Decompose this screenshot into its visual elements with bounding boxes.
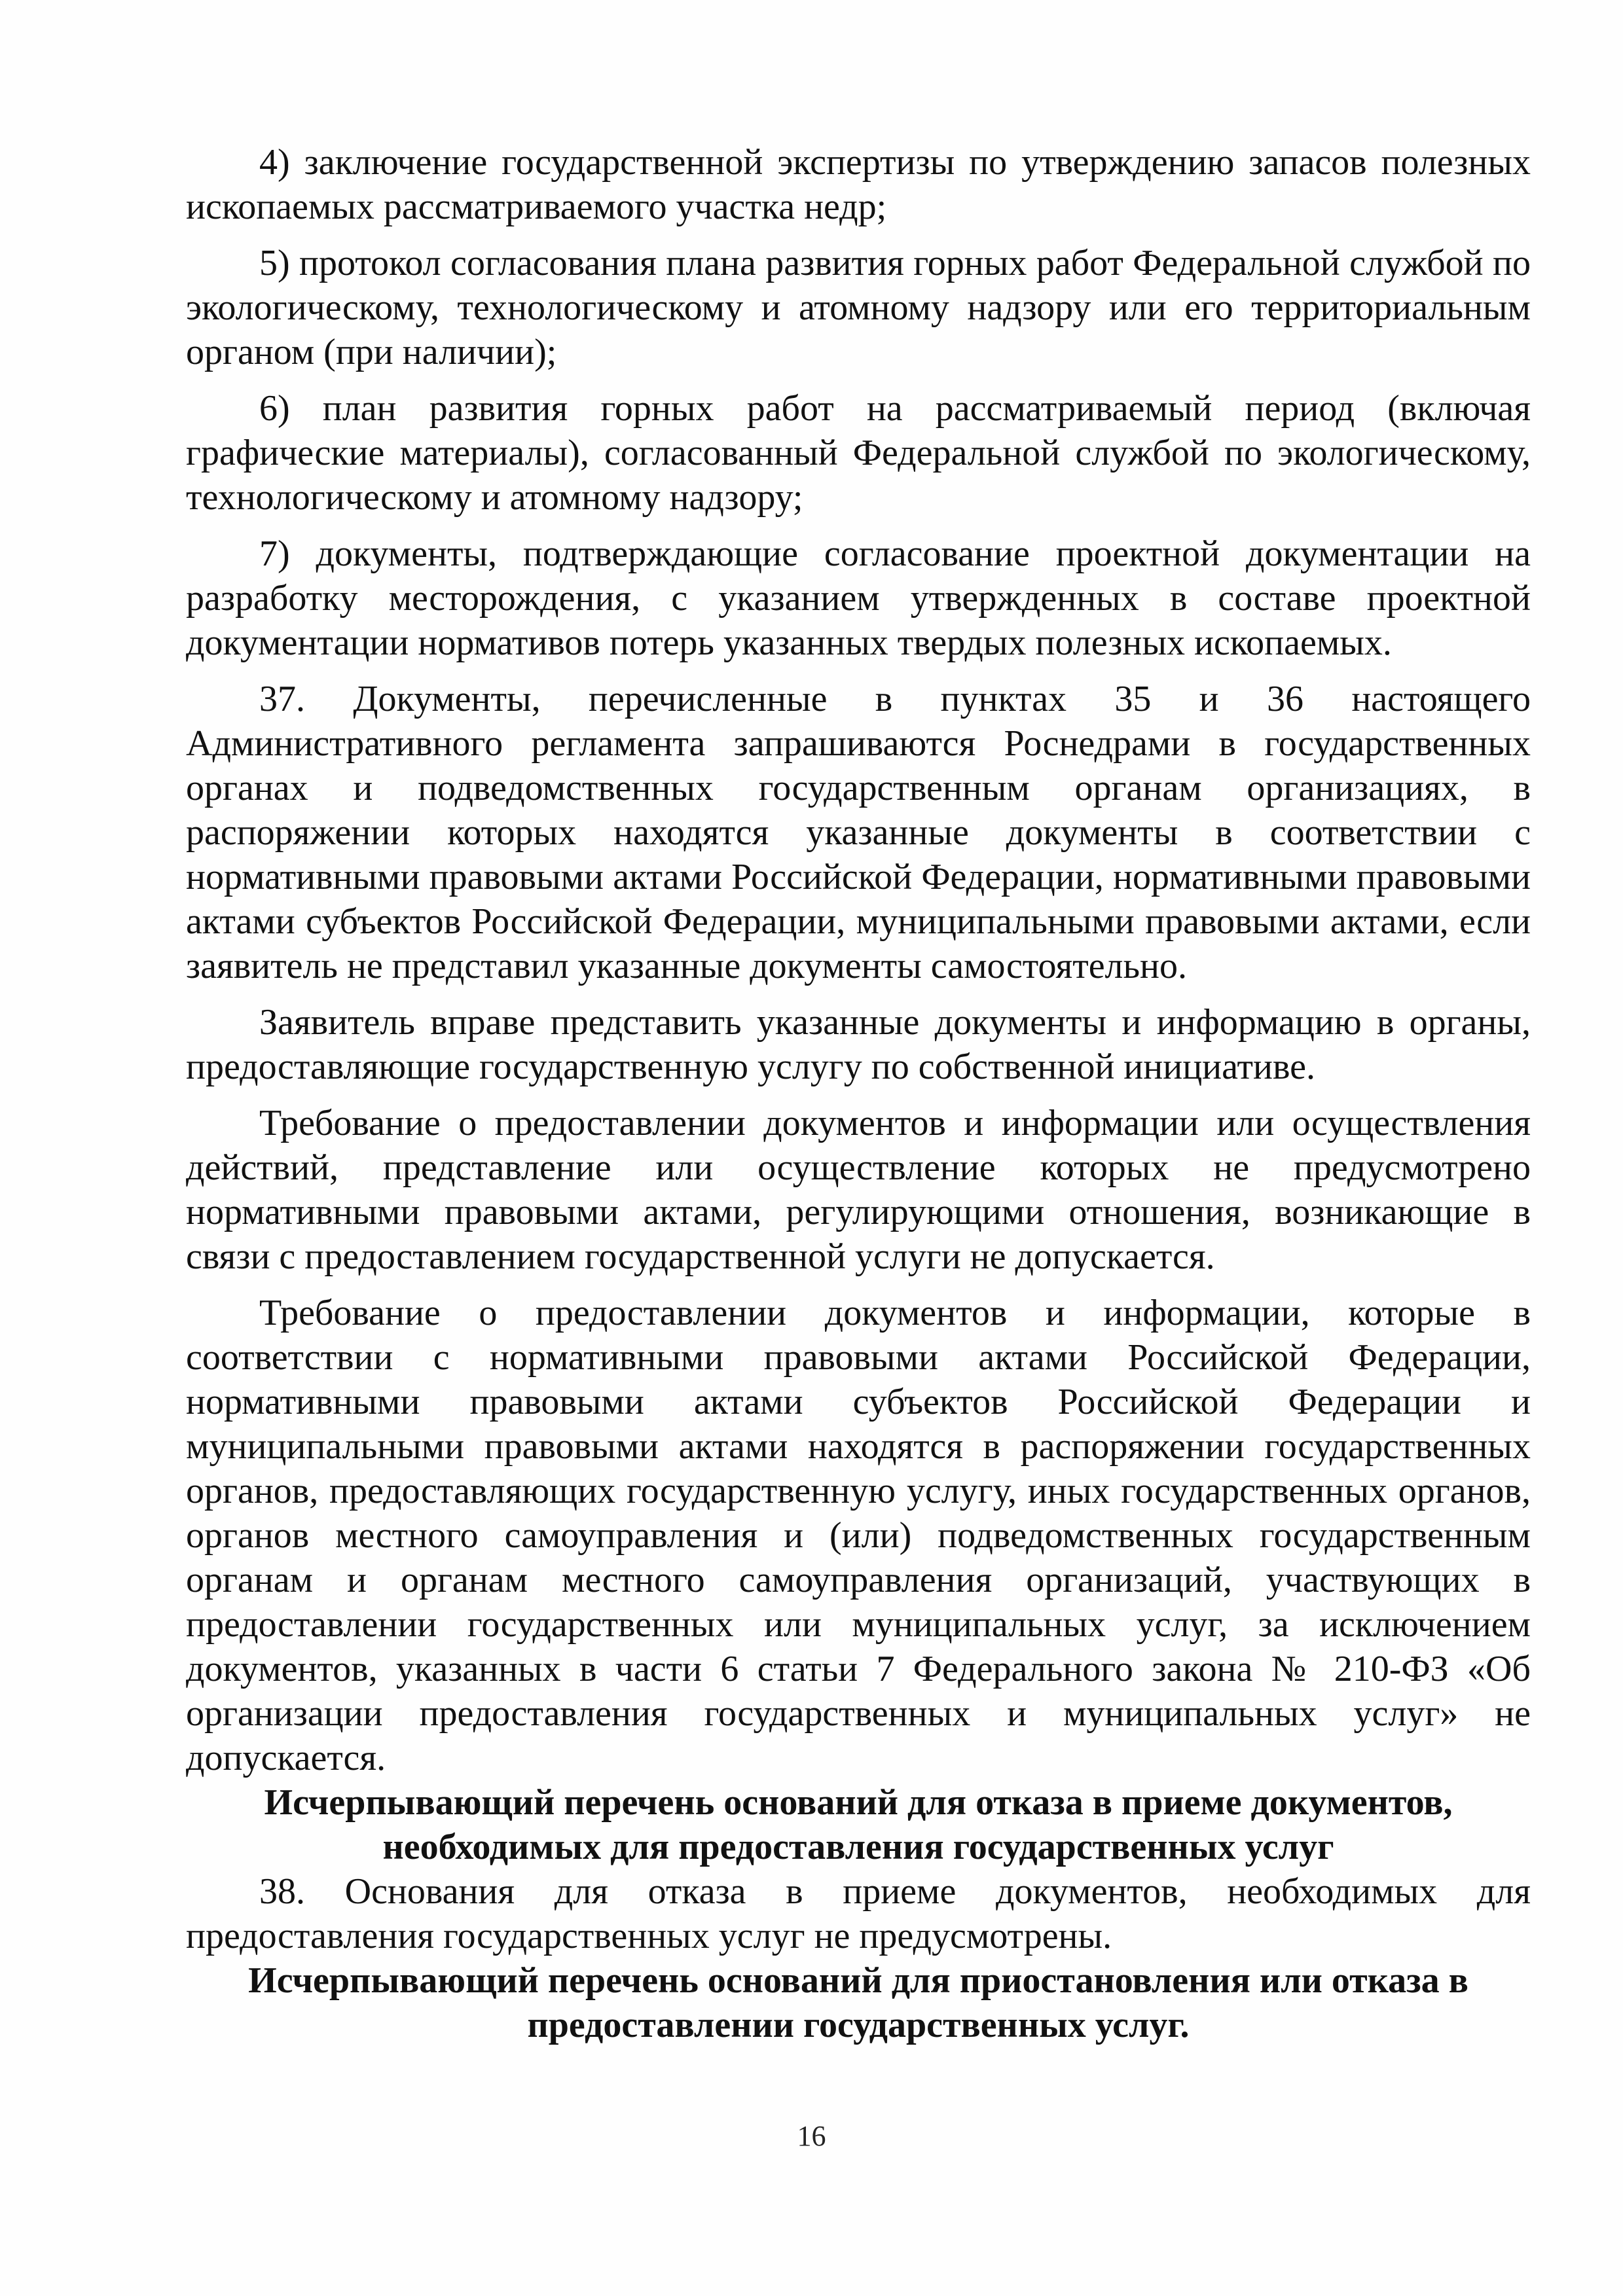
paragraph-item-7: 7) документы, подтверждающие согласование проектной документации на разработку месторождения, с указанием утвержденных в составе проектной документации нормативов потерь указанных твердых полезных ископаемых. xyxy=(186,533,1531,663)
page-number: 16 xyxy=(797,2120,826,2152)
paragraph-37: 37. Документы, перечисленные в пунктах 35 и 36 настоящего Административного регламента запрашиваются Роснедрами в государственных органах и подведомственных государственным органам организациях, в распоряжении которых находятся указанные документы в соответствии с нормативными правовыми актами Российской Федерации, нормативными правовыми актами субъектов Российской Федерации, муниципальными правовыми актами, если заявитель не представил указанные документы самостоятельно. xyxy=(186,679,1531,986)
paragraph-requirement-documents: Требование о предоставлении документов и информации, которые в соответствии с нормативными правовыми актами Российской Федерации, нормативными правовыми актами субъектов Российской Федерации и муниципальными правовыми актами находятся в распоряжении государственных органов, предоставляющих государственную услугу, иных государственных органов, органов местного самоуправления и (или) подведомственных государственным органам и органам местного самоуправления организаций, участвующих в предоставлении государственных или муниципальных услуг, за исключением документов, указанных в части 6 статьи 7 Федерального закона № 210-ФЗ «Об организации предоставления государственных и муниципальных услуг» не допускается. xyxy=(186,1293,1531,1778)
paragraph-applicant-right: Заявитель вправе представить указанные документы и информацию в органы, предоставляющие государственную услугу по собственной инициативе. xyxy=(186,1002,1531,1087)
paragraph-item-5: 5) протокол согласования плана развития горных работ Федеральной службой по экологическому, технологическому и атомному надзору или его территориальным органом (при наличии); xyxy=(186,243,1531,372)
paragraph-item-6: 6) план развития горных работ на рассматриваемый период (включая графические материалы), согласованный Федеральной службой по экологическому, технологическому и атомному надзору; xyxy=(186,388,1531,518)
paragraph-item-4: 4) заключение государственной экспертизы по утверждению запасов полезных ископаемых рассматриваемого участка недр; xyxy=(186,142,1531,227)
document-body xyxy=(186,140,1531,2047)
paragraph-requirement-actions: Требование о предоставлении документов и информации или осуществления действий, представление или осуществление которых не предусмотрено нормативными правовыми актами, регулирующими отношения, возникающие в связи с предоставлением государственной услуги не допускается. xyxy=(186,1103,1531,1277)
paragraph-38: 38. Основания для отказа в приеме документов, необходимых для предоставления государственных услуг не предусмотрены. xyxy=(186,1871,1531,1956)
section-heading-refusal-acceptance: Исчерпывающий перечень оснований для отказа в приеме документов, необходимых для предоставления государственных услуг xyxy=(264,1782,1453,1867)
section-heading-suspension-refusal: Исчерпывающий перечень оснований для приостановления или отказа в предоставлении государственных услуг. xyxy=(248,1960,1468,2045)
